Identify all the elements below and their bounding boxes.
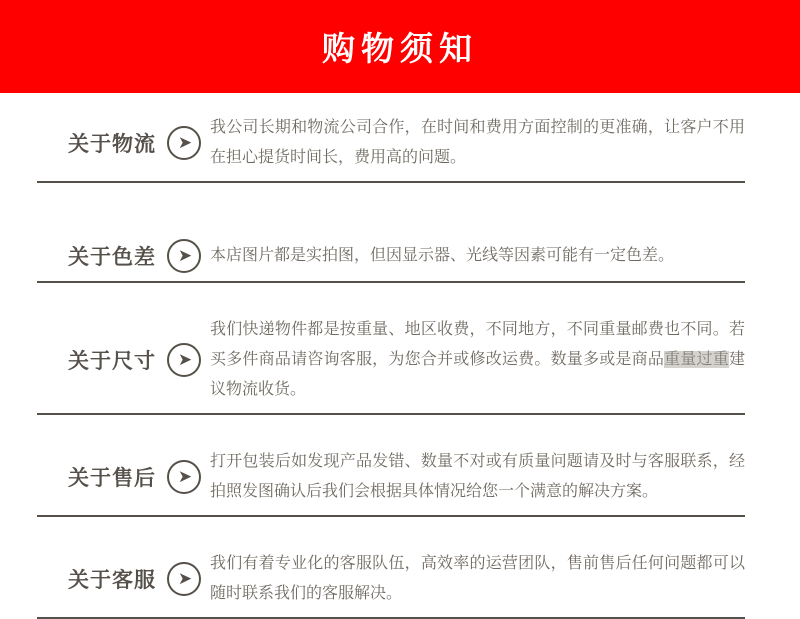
section-text-customer-service: 我们有着专业化的客服队伍，高效率的运营团队，售前售后任何问题都可以随时联系我们的客服解决。 <box>210 555 745 602</box>
arrow-right-circle-icon <box>167 126 201 160</box>
section-row <box>37 239 745 273</box>
section-title-size: 关于尺寸 <box>68 350 156 373</box>
arrow-right-glyph: ➤ <box>177 245 193 266</box>
section-size <box>37 283 745 415</box>
section-color-difference <box>37 183 745 283</box>
arrow-right-circle-icon <box>167 343 201 377</box>
header-banner <box>0 0 800 93</box>
section-customer-service <box>37 517 745 619</box>
arrow-right-glyph: ➤ <box>177 132 193 153</box>
section-logistics <box>37 93 745 183</box>
section-row <box>37 113 745 173</box>
section-row <box>37 549 745 609</box>
section-text-logistics: 我公司长期和物流公司合作，在时间和费用方面控制的更准确，让客户不用在担心提货时间长，费用高的问题。 <box>210 119 745 166</box>
section-title-color-difference: 关于色差 <box>68 246 156 269</box>
arrow-right-circle-icon <box>167 562 201 596</box>
arrow-right-circle-icon <box>167 460 201 494</box>
arrow-right-circle-icon <box>167 239 201 273</box>
section-text-size-pre: 我们快递物件都是按重量、地区收费，不同地方，不同重量邮费也不同。若买多件商品请咨询客服，为您合并或修改运费。数量多或是商品 <box>210 321 745 368</box>
section-text-color-difference: 本店图片都是实拍图，但因显示器、光线等因素可能有一定色差。 <box>210 247 675 264</box>
arrow-right-glyph: ➤ <box>177 466 193 487</box>
section-row <box>37 447 745 507</box>
section-text-after-sales: 打开包装后如发现产品发错、数量不对或有质量问题请及时与客服联系，经拍照发图确认后我们会根据具体情况给您一个满意的解决方案。 <box>210 453 745 500</box>
highlighted-text: 重量过重 <box>664 351 729 368</box>
notice-list <box>0 93 800 619</box>
arrow-right-glyph: ➤ <box>177 349 193 370</box>
section-row <box>37 315 745 405</box>
arrow-right-glyph: ➤ <box>177 568 193 589</box>
section-after-sales <box>37 415 745 517</box>
section-text-size <box>210 315 745 405</box>
section-text-size-post: 建议物流收货。 <box>210 351 745 398</box>
section-title-logistics: 关于物流 <box>68 133 156 156</box>
page-title: 购物须知 <box>322 30 478 67</box>
section-title-customer-service: 关于客服 <box>68 569 156 592</box>
section-title-after-sales: 关于售后 <box>68 467 156 490</box>
